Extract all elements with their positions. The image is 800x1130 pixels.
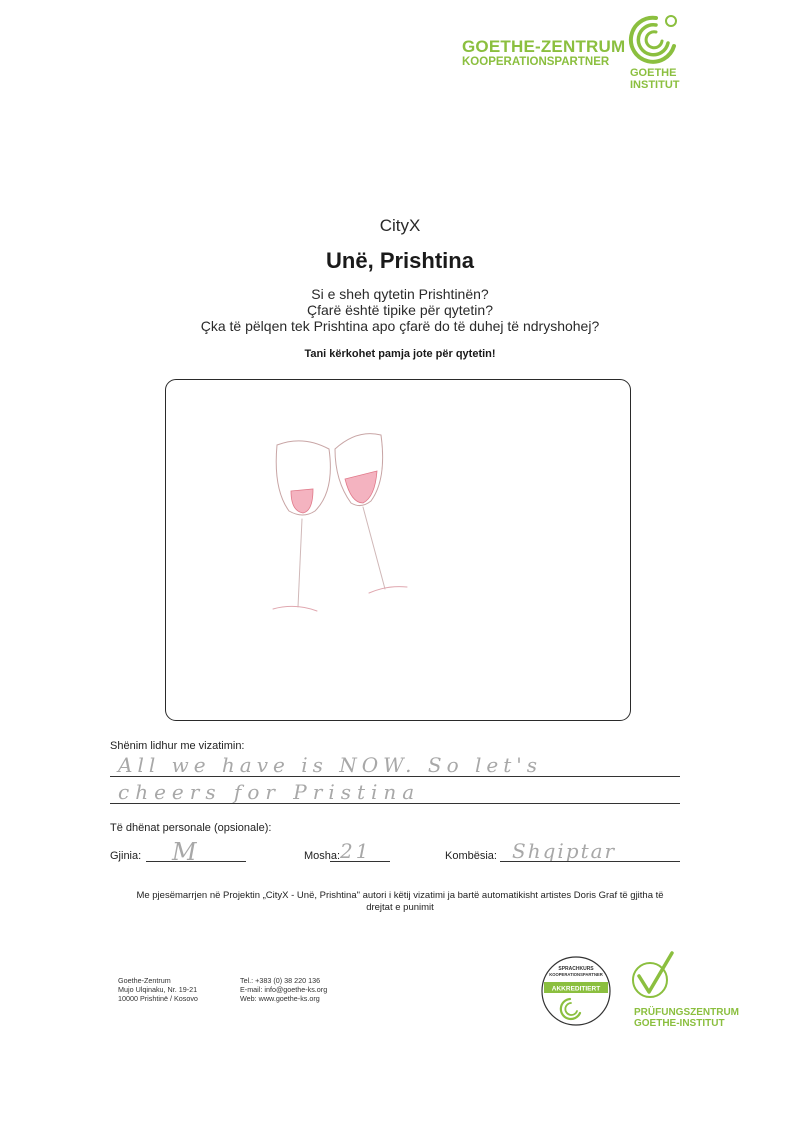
footer-contact	[240, 976, 327, 1003]
goethe-institut-wordmark	[630, 67, 680, 91]
contact-web: Web: www.goethe-ks.org	[240, 994, 320, 1003]
note-line-2	[110, 803, 680, 804]
personal-data-label: Të dhënat personale (opsionale):	[110, 822, 272, 834]
gender-value: M	[172, 838, 197, 866]
age-value: 21	[340, 839, 372, 863]
page-title: Unë, Prishtina	[326, 248, 474, 273]
pruefungszentrum-label	[634, 1007, 739, 1029]
disclaimer-line-1: Me pjesëmarrjen në Projektin „CityX - Unë, Prishtina" autori i këtij vizatimi ja bartë automatikisht artistes Doris Graf të gjitha të	[136, 890, 664, 901]
question-2: Çfarë është tipike për qytetin?	[307, 302, 493, 318]
wine-glasses-drawing	[165, 379, 631, 721]
gender-label: Gjinia:	[110, 850, 142, 862]
address-line: Mujo Ulqinaku, Nr. 19-21	[118, 985, 198, 994]
goethe-institut-logo-icon	[626, 12, 680, 66]
checkmark-icon	[630, 950, 678, 1002]
goethe-zentrum-title: GOETHE-ZENTRUM	[462, 37, 626, 56]
address-line: 10000 Prishtinë / Kosovo	[118, 994, 198, 1003]
gender-line	[146, 861, 246, 862]
kooperationspartner-subtitle: KOOPERATIONSPARTNER	[462, 56, 610, 68]
city-title: CityX	[379, 216, 421, 235]
note-label: Shënim lidhur me vizatimin:	[110, 740, 245, 752]
question-3: Çka të pëlqen tek Prishtina apo çfarë do të duhej të ndryshohej?	[200, 318, 600, 334]
nationality-line	[500, 861, 680, 862]
copyright-disclaimer	[100, 890, 700, 914]
pz-line-1: PRÜFUNGSZENTRUM	[634, 1007, 739, 1018]
address-line: Goethe-Zentrum	[118, 976, 171, 985]
age-line	[330, 861, 390, 862]
badge-middle-text: AKKREDITIERT	[551, 985, 601, 993]
contact-email: E-mail: info@goethe-ks.org	[240, 985, 328, 994]
age-label: Mosha:	[304, 850, 341, 862]
contact-phone: Tel.: +383 (0) 38 220 136	[240, 976, 321, 985]
nationality-value: Shqiptar	[512, 839, 617, 863]
nationality-label: Kombësia:	[445, 850, 497, 862]
disclaimer-line-2: drejtat e punimit	[366, 902, 434, 913]
drawing-prompt: Tani kërkohet pamja jote për qytetin!	[304, 348, 496, 360]
note-handwriting-line-1: All we have is NOW. So let's	[118, 753, 543, 777]
accreditation-badge-icon	[540, 955, 612, 1027]
footer-address	[118, 976, 198, 1003]
goethe-word: GOETHE	[630, 67, 677, 79]
pz-line-2: GOETHE-INSTITUT	[634, 1018, 725, 1029]
badge-top2-text: KOOPERATIONSPARTNER	[549, 972, 603, 977]
question-1: Si e sheh qytetin Prishtinën?	[311, 286, 489, 302]
institut-word: INSTITUT	[630, 79, 680, 91]
note-handwriting-line-2: cheers for Pristina	[118, 780, 421, 804]
note-line-1	[110, 776, 680, 777]
badge-top-text: SPRACHKURS	[558, 966, 594, 972]
